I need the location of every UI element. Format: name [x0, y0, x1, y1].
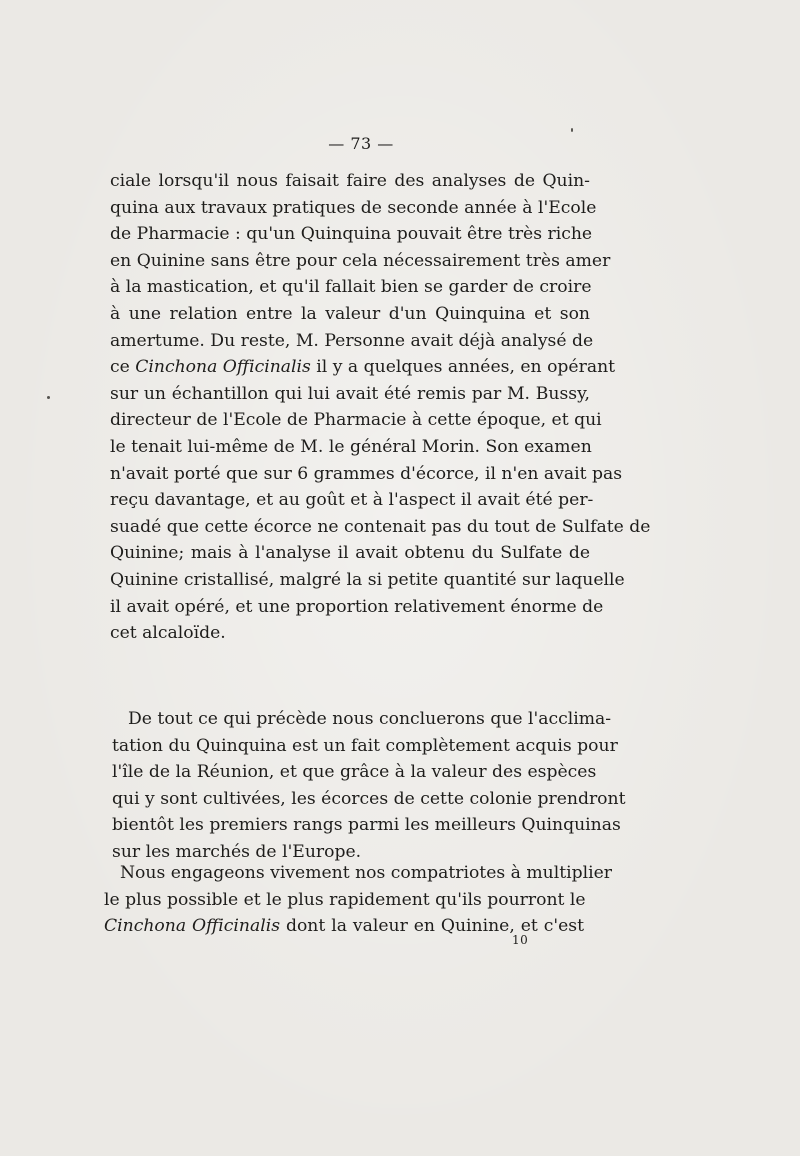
text-line: amertume. Du reste, M. Personne avait déjà analysé de [110, 330, 594, 351]
text-line: directeur de l'Ecole de Pharmacie à cette époque, et qui [110, 410, 602, 431]
text-line: à une relation entre la valeur d'un Quinquina et son [110, 303, 590, 324]
print-speck [571, 128, 573, 132]
paragraph-quinine-analysis [110, 168, 651, 647]
text-line: reçu davantage, et au goût et à l'aspect il avait été per- [110, 490, 594, 511]
species-name: Cinchona Officinalis [135, 357, 311, 378]
text-line: sur un échantillon qui lui avait été remis par M. Bussy, [110, 383, 590, 404]
species-name: Cinchona Officinalis [104, 916, 281, 937]
text-line: Nous engageons vivement nos compatriotes à multiplier [120, 863, 613, 883]
text-line: Quinine; mais à l'analyse il avait obtenu du Sulfate de [110, 543, 590, 564]
page-number: — 73 — [328, 134, 394, 153]
text-line: De tout ce qui précède nous concluerons que l'acclima- [128, 709, 612, 729]
text-line: cet alcaloïde. [110, 623, 226, 644]
print-speck [47, 396, 50, 399]
text-line [110, 354, 616, 381]
text-line: le tenait lui-même de M. le général Morin. Son examen [110, 436, 592, 457]
text-line: bientôt les premiers rangs parmi les meilleurs Quinquinas [112, 815, 621, 836]
text-line: ciale lorsqu'il nous faisait faire des analyses de Quin- [110, 171, 590, 191]
text-line: à la mastication, et qu'il fallait bien se garder de croire [110, 277, 592, 298]
text-fragment: il y a quelques années, en opérant [310, 357, 616, 378]
text-line: tation du Quinquina est un fait complètement acquis pour [112, 735, 618, 756]
text-line: quina aux travaux pratiques de seconde année à l'Ecole [110, 197, 597, 218]
text-line: Quinine cristallisé, malgré la si petite quantité sur laquelle [110, 569, 625, 590]
text-line: n'avait porté que sur 6 grammes d'écorce, il n'en avait pas [110, 463, 623, 484]
paragraph-conclusion [112, 706, 626, 866]
text-fragment: ce [110, 357, 136, 378]
paragraph-recommendation [104, 860, 613, 940]
text-line: le plus possible et le plus rapidement qu'ils pourront le [104, 889, 586, 910]
text-line: il avait opéré, et une proportion relativement énorme de [110, 596, 604, 617]
signature-mark: 10 [512, 933, 529, 947]
text-line: sur les marchés de l'Europe. [112, 841, 362, 862]
text-line: en Quinine sans être pour cela nécessairement très amer [110, 250, 611, 271]
text-fragment: dont la valeur en Quinine, et c'est [280, 916, 584, 937]
text-line: qui y sont cultivées, les écorces de cette colonie prendront [112, 788, 626, 809]
text-line: de Pharmacie : qu'un Quinquina pouvait être très riche [110, 224, 593, 245]
text-line: suadé que cette écorce ne contenait pas du tout de Sulfate de [110, 516, 651, 537]
text-line: l'île de la Réunion, et que grâce à la valeur des espèces [112, 762, 597, 783]
